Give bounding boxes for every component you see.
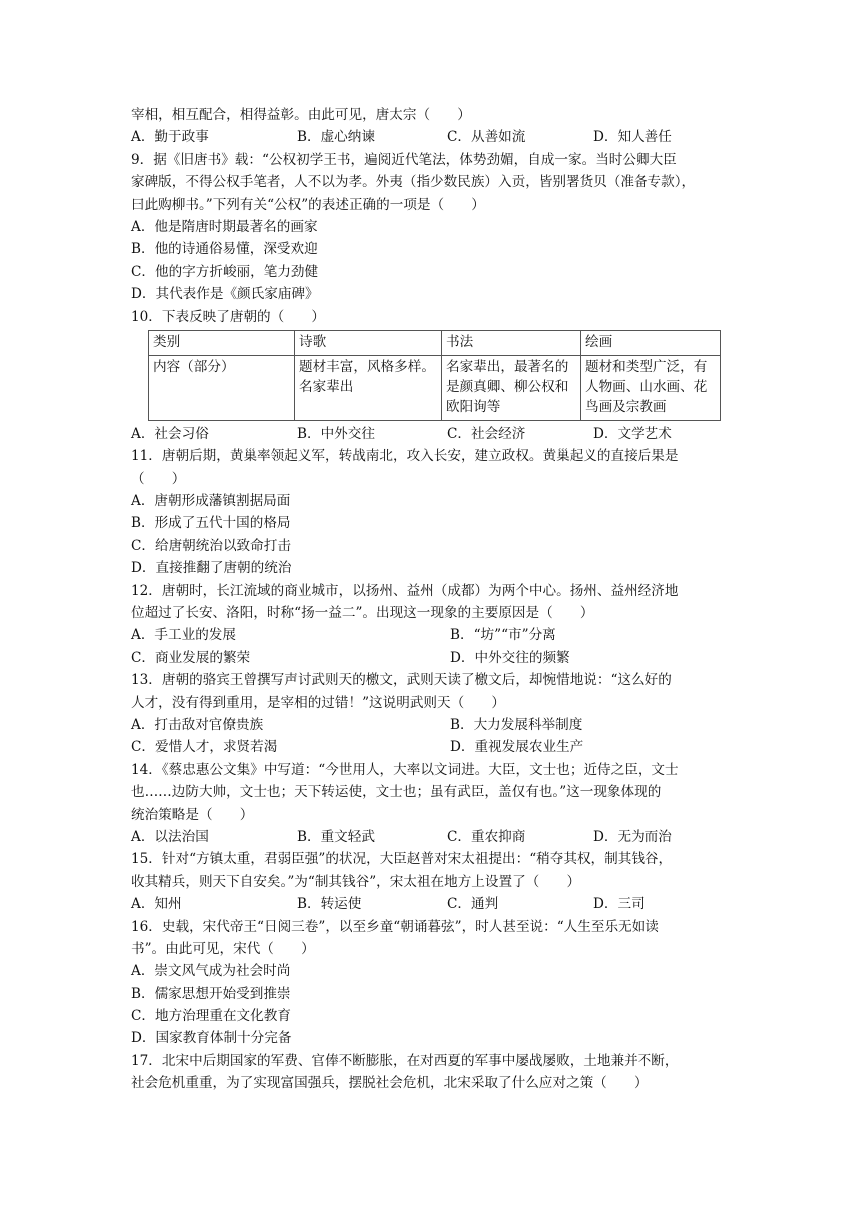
q10-option-d[interactable]: D．文学艺术 <box>593 425 672 442</box>
q8-option-b[interactable]: B．虚心纳谏 <box>297 129 375 146</box>
q13-stem-line-2: 人才，没有得到重用，是宰相的过错！”这说明武则天（ ） <box>131 694 505 711</box>
q14-options <box>131 826 731 848</box>
q10-cell-calligraphy: 名家辈出，最著名的是颜真卿、柳公权和欧阳询等 <box>442 355 581 420</box>
q8-option-c[interactable]: C．从善如流 <box>447 129 526 146</box>
q11-option-c[interactable]: C．给唐朝统治以致命打击 <box>131 537 291 554</box>
q14-option-a[interactable]: A．以法治国 <box>131 828 209 845</box>
q12-stem-line-2: 位超过了长安、洛阳，时称“扬一益二”。出现这一现象的主要原因是（ ） <box>131 605 594 622</box>
q14-stem-line-2: 也……边防大帅，文士也；天下转运使，文士也；虽有武臣，盖仅有也。”这一现象体现的 <box>131 784 662 801</box>
q11-option-d[interactable]: D．直接推翻了唐朝的统治 <box>131 560 292 577</box>
q15-option-d[interactable]: D．三司 <box>593 896 645 913</box>
q10-header-category: 类别 <box>149 330 295 355</box>
q12-stem-line-1: 12．唐朝时，长江流域的商业城市，以扬州、益州（成都）为两个中心。扬州、益州经济地 <box>131 582 679 599</box>
q14-option-d[interactable]: D．无为而治 <box>593 828 672 845</box>
exam-page <box>131 104 731 1095</box>
q9-option-d[interactable]: D．其代表作是《颜氏家庙碑》 <box>131 286 319 303</box>
q9-option-c[interactable]: C．他的字方折峻丽，笔力劲健 <box>131 263 319 280</box>
q12-option-d[interactable]: D．中外交往的频繁 <box>450 649 570 666</box>
q10-table <box>148 330 721 421</box>
q9-stem-line-1: 9．据《旧唐书》载：“公权初学王书，遍阅近代笔法，体势劲媚，自成一家。当时公卿大臣 <box>131 151 677 168</box>
q9-option-a[interactable]: A．他是隋唐时期最著名的画家 <box>131 218 318 235</box>
q8-options <box>131 126 731 148</box>
q14-stem-line-3: 统治策略是（ ） <box>131 806 254 823</box>
q8-stem-tail: 宰相，相互配合，相得益彰。由此可见，唐太宗（ ） <box>131 107 471 123</box>
q13-options-row-2 <box>131 736 731 758</box>
q8-option-a[interactable]: A．勤于政事 <box>131 129 209 146</box>
q10-table-content-row <box>149 355 721 420</box>
q11-option-a[interactable]: A．唐朝形成藩镇割据局面 <box>131 493 291 510</box>
q10-cell-painting: 题材和类型广泛，有人物画、山水画、花鸟画及宗教画 <box>581 355 721 420</box>
q15-option-a[interactable]: A．知州 <box>131 896 182 913</box>
q12-options-row-2 <box>131 647 731 669</box>
q9-option-b[interactable]: B．他的诗通俗易懂，深受欢迎 <box>131 241 318 258</box>
q11-option-b[interactable]: B．形成了五代十国的格局 <box>131 515 291 532</box>
q17-stem-line-2: 社会危机重重，为了实现富国强兵，摆脱社会危机，北宋采取了什么应对之策（ ） <box>131 1075 648 1092</box>
q16-option-c[interactable]: C．地方治理重在文化教育 <box>131 1008 291 1025</box>
q15-option-b[interactable]: B．转运使 <box>297 896 362 913</box>
q16-option-a[interactable]: A．崇文风气成为社会时尚 <box>131 963 291 980</box>
q10-table-header-row <box>149 330 721 355</box>
q16-option-d[interactable]: D．国家教育体制十分完备 <box>131 1030 292 1047</box>
q10-header-poetry: 诗歌 <box>295 330 442 355</box>
q12-option-a[interactable]: A．手工业的发展 <box>131 627 236 644</box>
q16-stem-line-2: 书”。由此可见，宋代（ ） <box>131 940 315 957</box>
q14-option-c[interactable]: C．重农抑商 <box>447 828 526 845</box>
q11-stem-line-2: （ ） <box>131 470 186 487</box>
q10-option-b[interactable]: B．中外交往 <box>297 425 375 442</box>
q12-option-c[interactable]: C．商业发展的繁荣 <box>131 649 251 666</box>
q13-options-row-1 <box>131 714 731 736</box>
q12-option-b[interactable]: B．“坊”“市”分离 <box>450 627 556 644</box>
q15-options <box>131 893 731 915</box>
q13-option-a[interactable]: A．打击敌对官僚贵族 <box>131 716 264 733</box>
q14-stem-line-1: 14．《蔡忠惠公文集》中写道：“今世用人，大率以文词进。大臣，文士也；近侍之臣，文士 <box>131 761 679 778</box>
q9-stem-line-2: 家碑版，不得公权手笔者，人不以为孝。外夷（指少数民族）入贡，皆别署货贝（准备专款）， <box>131 174 696 191</box>
q13-option-d[interactable]: D．重视发展农业生产 <box>450 739 584 756</box>
q14-option-b[interactable]: B．重文轻武 <box>297 828 375 845</box>
q10-header-calligraphy: 书法 <box>442 330 581 355</box>
q10-option-a[interactable]: A．社会习俗 <box>131 425 209 442</box>
q10-header-painting: 绘画 <box>581 330 721 355</box>
q17-stem-line-1: 17．北宋中后期国家的军费、官俸不断膨胀，在对西夏的军事中屡战屡败，土地兼并不断， <box>131 1052 679 1069</box>
q10-options <box>131 423 731 445</box>
q12-options-row-1 <box>131 624 731 646</box>
q10-cell-poetry: 题材丰富，风格多样。名家辈出 <box>295 355 442 420</box>
q13-option-c[interactable]: C．爱惜人才，求贤若渴 <box>131 739 278 756</box>
q15-stem-line-1: 15．针对“方镇太重，君弱臣强”的状况，大臣赵普对宋太祖提出：“稍夺其权，制其钱谷， <box>131 851 673 868</box>
q16-stem-line-1: 16．史载，宋代帝王“日阅三卷”，以至乡童“朝诵暮弦”，时人甚至说：“人生至乐无如读 <box>131 918 659 935</box>
q9-stem-line-3: 曰此购柳书。”下列有关“公权”的表述正确的一项是（ ） <box>131 196 485 213</box>
q11-stem-line-1: 11．唐朝后期，黄巢率领起义军，转战南北，攻入长安，建立政权。黄巢起义的直接后果是 <box>131 448 679 465</box>
q16-option-b[interactable]: B．儒家思想开始受到推崇 <box>131 985 291 1002</box>
q15-stem-line-2: 收其精兵，则天下自安矣。”为“制其钱谷”，宋太祖在地方上设置了（ ） <box>131 873 581 890</box>
q10-stem: 10．下表反映了唐朝的（ ） <box>131 308 326 325</box>
q8-option-d[interactable]: D．知人善任 <box>593 129 672 146</box>
q10-option-c[interactable]: C．社会经济 <box>447 425 526 442</box>
q13-option-b[interactable]: B．大力发展科举制度 <box>450 716 583 733</box>
q13-stem-line-1: 13．唐朝的骆宾王曾撰写声讨武则天的檄文，武则天读了檄文后，却惋惜地说：“这么好的 <box>131 672 672 689</box>
q10-cell-content-label: 内容（部分） <box>149 355 295 420</box>
q15-option-c[interactable]: C．通判 <box>447 896 499 913</box>
